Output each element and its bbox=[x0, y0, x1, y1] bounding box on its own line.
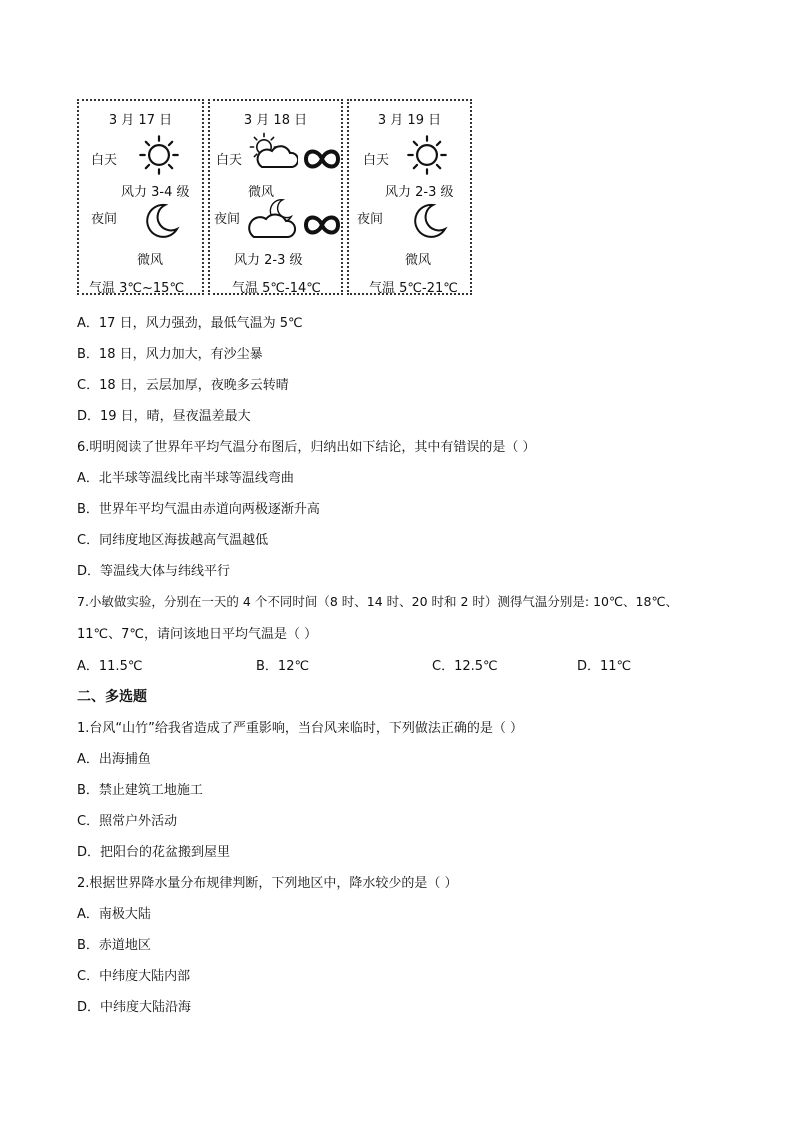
q6-option-d: D．等温线大体与纬线平行 bbox=[77, 564, 231, 579]
q7-stem-line2: 11℃、7℃，请问该地日平均气温是（ ） bbox=[77, 627, 318, 642]
m2-option-a: A．南极大陆 bbox=[77, 907, 151, 922]
m1-option-b: B．禁止建筑工地施工 bbox=[77, 783, 203, 798]
m2-option-b: B．赤道地区 bbox=[77, 938, 151, 953]
day-wind: 微风 bbox=[248, 185, 275, 200]
moon-icon bbox=[409, 201, 449, 241]
night-label: 夜间 bbox=[357, 212, 384, 227]
q7-option-d: D．11℃ bbox=[577, 659, 632, 674]
q7-stem-line1: 7.小敏做实验，分别在一天的 4 个不同时间（8 时、14 时、20 时和 2 时）测得气温分别是: 10℃、18℃、 bbox=[77, 594, 678, 609]
card-date: 3 月 17 日 bbox=[108, 113, 173, 128]
day-wind: 风力 2-3 级 bbox=[385, 185, 454, 200]
card-date: 3 月 18 日 bbox=[243, 113, 308, 128]
card-date: 3 月 19 日 bbox=[377, 113, 442, 128]
q7-option-a: A．11.5℃ bbox=[77, 659, 143, 674]
q7-option-b: B．12℃ bbox=[256, 659, 310, 674]
haze-icon bbox=[302, 213, 342, 237]
weather-forecast-figure bbox=[77, 99, 472, 297]
night-wind: 微风 bbox=[137, 253, 164, 268]
day-label: 白天 bbox=[216, 153, 243, 168]
m1-option-c: C．照常户外活动 bbox=[77, 814, 178, 829]
q5-option-d: D．19 日，晴，昼夜温差最大 bbox=[77, 409, 251, 424]
temperature: 气温 5℃-14℃ bbox=[232, 281, 321, 296]
weather-card-mar19 bbox=[347, 99, 472, 295]
moon-cloud-icon bbox=[248, 197, 300, 241]
sun-icon bbox=[405, 133, 449, 177]
q6-option-b: B．世界年平均气温由赤道向两极逐渐升高 bbox=[77, 502, 320, 517]
q5-option-b: B．18 日，风力加大，有沙尘暴 bbox=[77, 347, 263, 362]
m2-stem: 2.根据世界降水量分布规律判断，下列地区中，降水较少的是（ ） bbox=[77, 876, 458, 891]
sun-cloud-icon bbox=[248, 131, 298, 171]
weather-card-mar18 bbox=[208, 99, 343, 295]
m1-stem: 1.台风“山竹”给我省造成了严重影响，当台风来临时，下列做法正确的是（ ） bbox=[77, 721, 524, 736]
day-wind: 风力 3-4 级 bbox=[121, 185, 190, 200]
m1-option-d: D．把阳台的花盆搬到屋里 bbox=[77, 845, 231, 860]
night-wind: 微风 bbox=[405, 253, 432, 268]
night-wind: 风力 2-3 级 bbox=[234, 253, 303, 268]
temperature: 气温 3℃~15℃ bbox=[89, 281, 185, 296]
m1-option-a: A．出海捕鱼 bbox=[77, 752, 151, 767]
q5-option-a: A．17 日，风力强劲，最低气温为 5℃ bbox=[77, 316, 303, 331]
section-title-multiple-choice: 二、多选题 bbox=[77, 689, 147, 705]
day-label: 白天 bbox=[363, 153, 390, 168]
haze-icon bbox=[302, 147, 342, 171]
q7-option-c: C．12.5℃ bbox=[432, 659, 498, 674]
weather-card-mar17 bbox=[77, 99, 204, 295]
q6-option-c: C．同纬度地区海拔越高气温越低 bbox=[77, 533, 269, 548]
q5-option-c: C．18 日，云层加厚，夜晚多云转晴 bbox=[77, 378, 289, 393]
m2-option-d: D．中纬度大陆沿海 bbox=[77, 1000, 192, 1015]
moon-icon bbox=[141, 201, 181, 241]
night-label: 夜间 bbox=[214, 212, 241, 227]
day-label: 白天 bbox=[91, 153, 118, 168]
m2-option-c: C．中纬度大陆内部 bbox=[77, 969, 191, 984]
temperature: 气温 5℃-21℃ bbox=[369, 281, 458, 296]
q6-option-a: A．北半球等温线比南半球等温线弯曲 bbox=[77, 471, 294, 486]
q6-stem: 6.明明阅读了世界年平均气温分布图后，归纳出如下结论，其中有错误的是（ ） bbox=[77, 440, 536, 455]
night-label: 夜间 bbox=[91, 212, 118, 227]
sun-icon bbox=[137, 133, 181, 177]
